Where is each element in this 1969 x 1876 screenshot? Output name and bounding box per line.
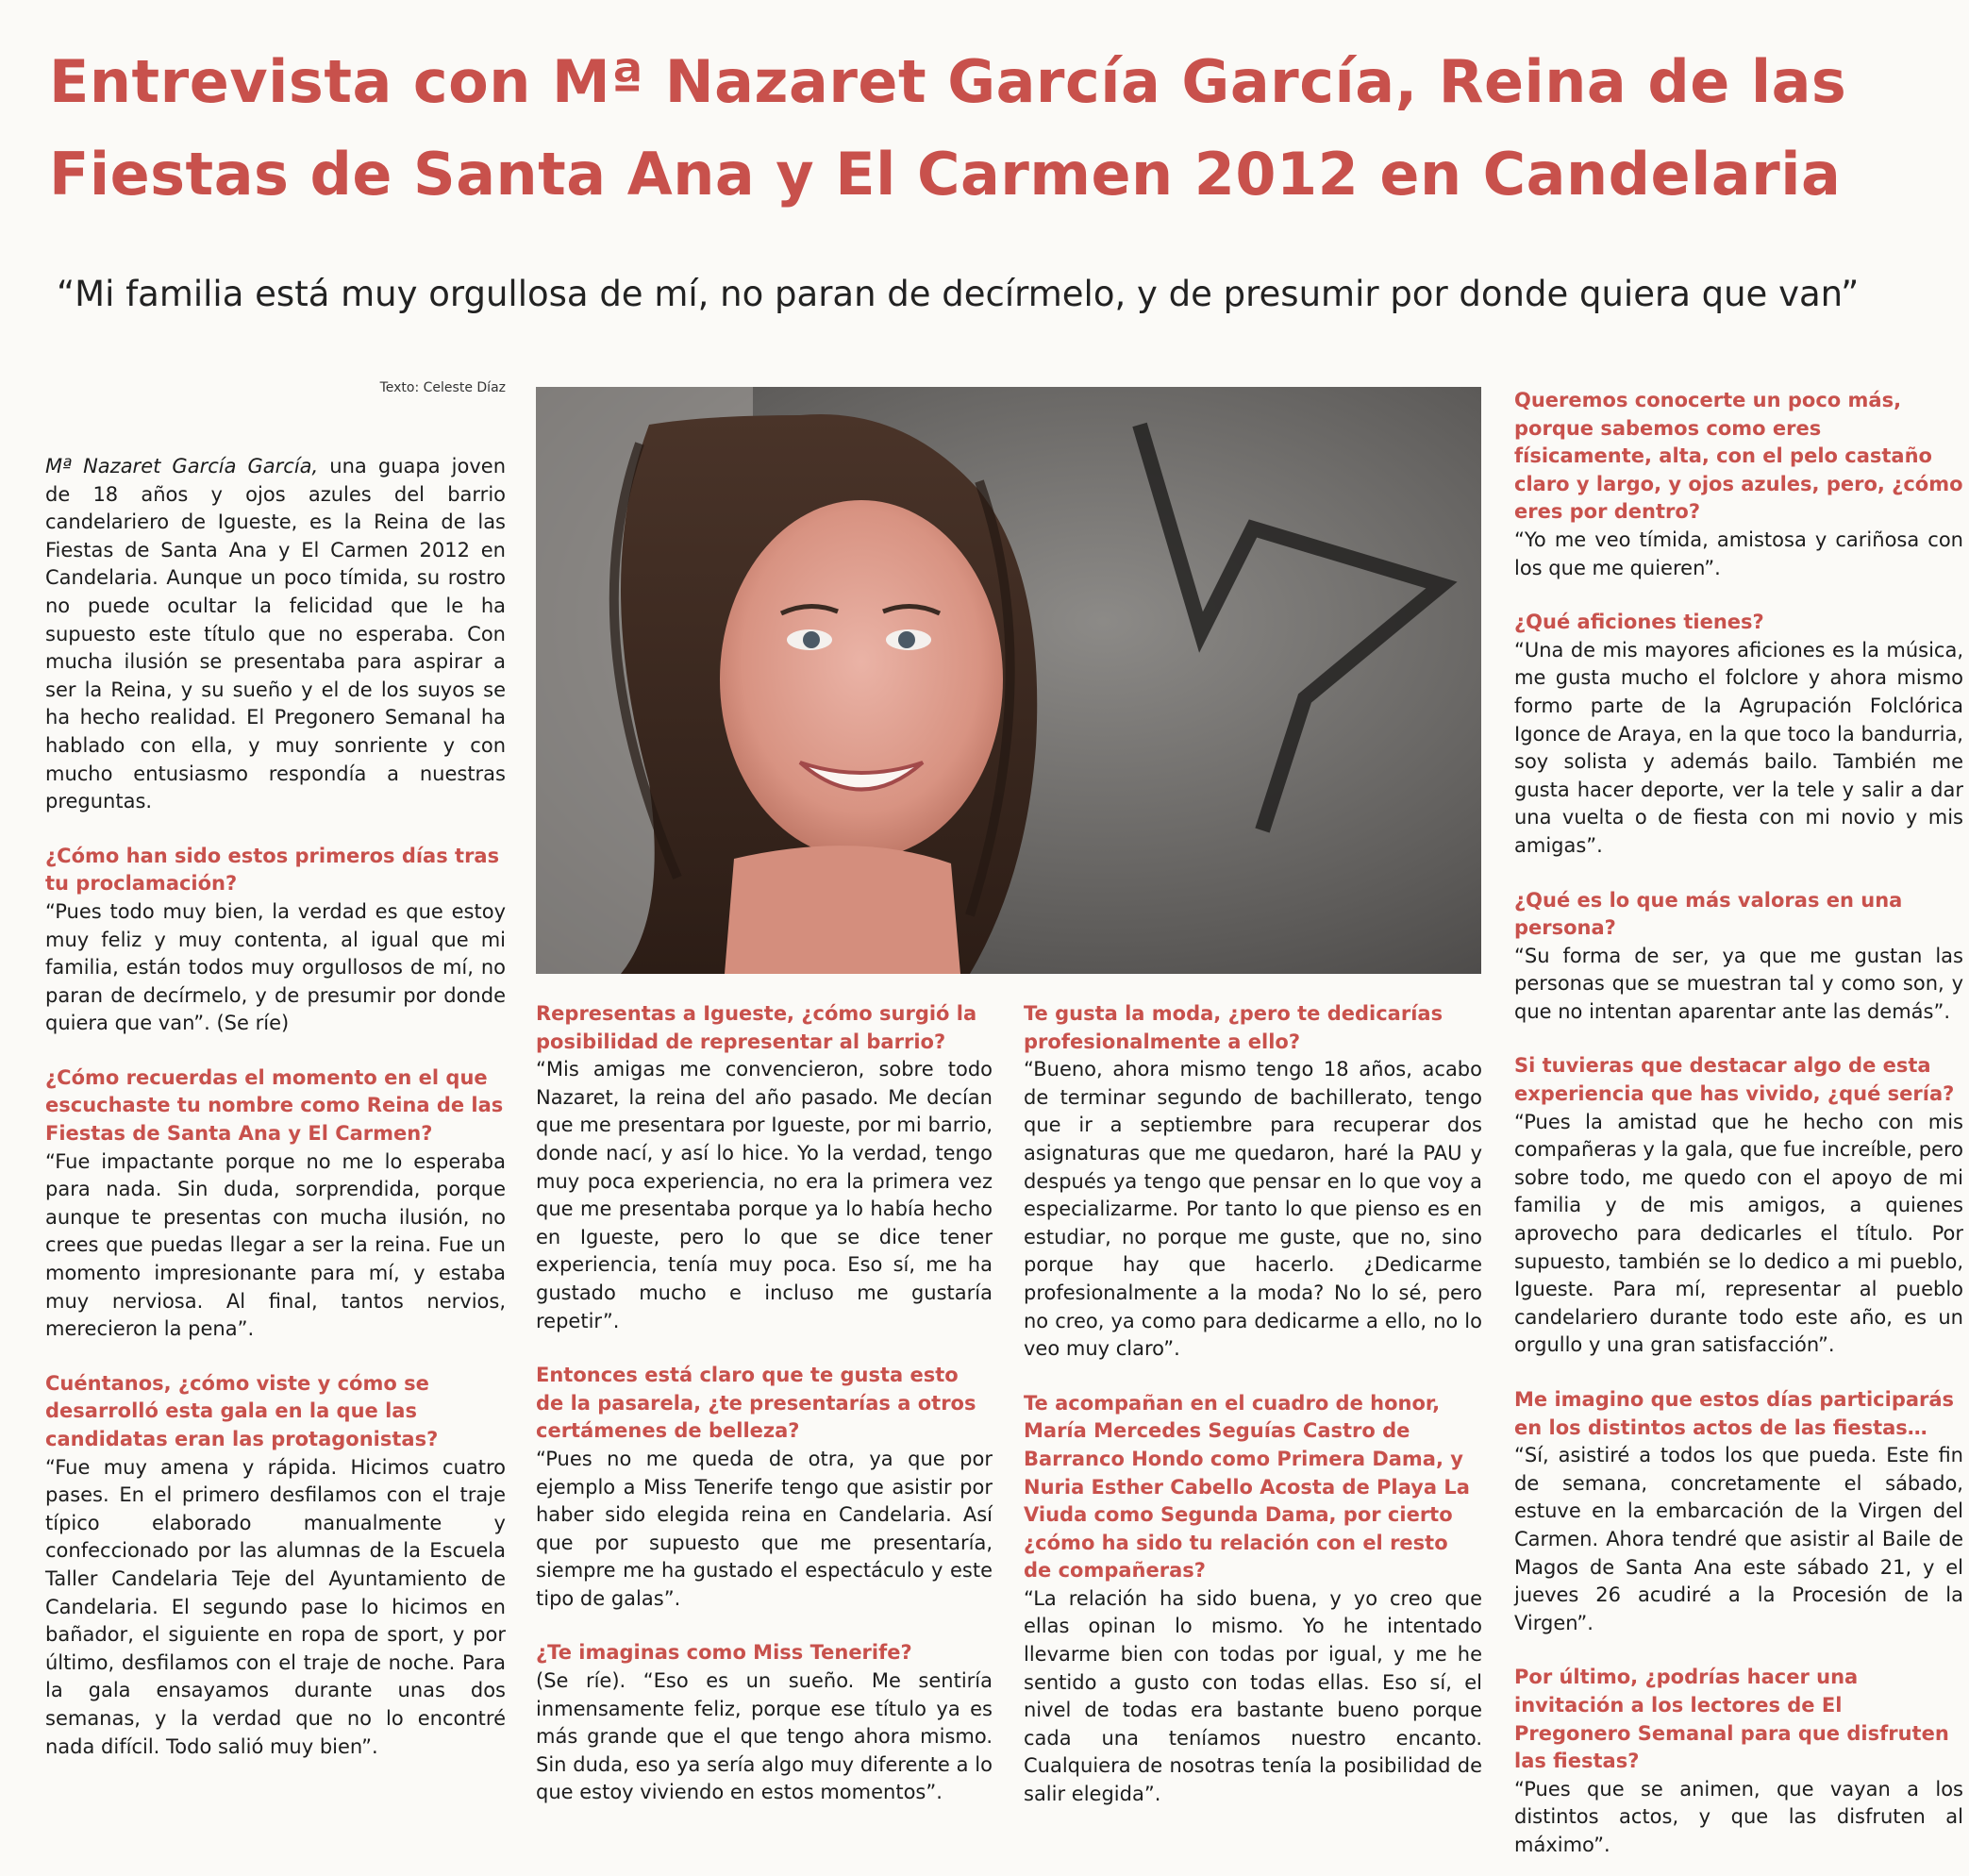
question: Me imagino que estos días participarás en los distintos actos de las fiestas… [1514, 1388, 1955, 1439]
question: Representas a Igueste, ¿cómo surgió la posibilidad de representar al barrio? [536, 1002, 977, 1053]
answer: “Bueno, ahora mismo tengo 18 años, acabo de terminar segundo de bachillerato, tengo que ir a septiembre para recuperar dos asignaturas que me quedaron, haré la PAU y después ya tengo que pensar en lo que voy a especializarme. Por tanto lo que pienso es en estudiar, no porque me guste, que no, sino porque hay que hacerlo. ¿Dedicarme profesionalmente a la moda? No lo sé, pero no creo, ya como para dedicarme a ello, no lo veo muy claro”. [1024, 1058, 1482, 1361]
answer: “Fue muy amena y rápida. Hicimos cuatro pases. En el primero desfilamos con el traje típico elaborado manualmente y confeccionado por las alumnas de la Escuela Taller Candelaria Teje del Ayuntamiento de Candelaria. El segundo pase lo hicimos en bañador, el siguiente en ropa de sport, y por último, desfilamos con el traje de noche. Para la gala ensayamos durante unas dos semanas, y la verdad que no lo encontré nada difícil. Todo salió muy bien”. [45, 1455, 506, 1758]
article-title [49, 36, 1964, 221]
question: Te acompañan en el cuadro de honor, María Mercedes Seguías Castro de Barranco Hondo como Primera Dama, y Nuria Esther Cabello Acosta de Playa La Viuda como Segunda Dama, por cierto ¿cómo ha sido tu relación con el resto de compañeras? [1024, 1391, 1470, 1583]
intro-paragraph [45, 453, 506, 816]
column-1 [45, 453, 506, 1761]
answer: “La relación ha sido buena, y yo creo que ellas opinan lo mismo. Yo he intentado llevarme bien con todas por igual, y me he sentido a gusto con todas ellas. Eso sí, el nivel de todas era bastante bueno porque cada una teníamos nuestro encanto. Cualquiera de nosotras tenía la posibilidad de salir elegida”. [1024, 1586, 1482, 1806]
answer: “Fue impactante porque no me lo esperaba para nada. Sin duda, sorprendida, porque aunque te presentas con mucha ilusión, no crees que puedas llegar a ser la reina. Fue un momento impresionante para mí, y estaba muy nerviosa. Al final, tantos nervios, merecieron la pena”. [45, 1149, 506, 1341]
column-2 [536, 1000, 993, 1807]
title-line-2: Fiestas de Santa Ana y El Carmen 2012 en Candelaria [49, 140, 1842, 209]
answer: “Pues la amistad que he hecho con mis compañeras y la gala, que fue increíble, pero sobre todo, me quedo con el apoyo de mi familia y de mis amigos, a quienes aprovecho para dedicarles el título. Por supuesto, también se lo dedico a mi pueblo, Igueste. Para mí, representar al pueblo candelariero durante todo este año, es un orgullo y una gran satisfacción”. [1514, 1110, 1963, 1357]
answer: “Pues todo muy bien, la verdad es que estoy muy feliz y muy contenta, al igual que mi familia, están todos muy orgullosos de mí, no paran de decírmelo, y de presumir por donde quiera que van”. (Se ríe) [45, 899, 506, 1035]
question: Si tuvieras que destacar algo de esta experiencia que has vivido, ¿qué sería? [1514, 1054, 1955, 1106]
answer: “Pues no me queda de otra, ya que por ejemplo a Miss Tenerife tengo que asistir por haber sido elegida reina en Candelaria. Así que por supuesto que me presentaría, siempre me ha gustado el espectáculo y este tipo de galas”. [536, 1447, 993, 1610]
question: Entonces está claro que te gusta esto de la pasarela, ¿te presentarías a otros certámenes de belleza? [536, 1364, 976, 1443]
answer: “Pues que se animen, que vayan a los distintos actos, y que las disfruten al máximo”. [1514, 1777, 1963, 1856]
portrait-photo [536, 387, 1481, 974]
answer: “Sí, asistiré a todos los que pueda. Este fin de semana, concretamente el sábado, estuve en la embarcación de la Virgen del Carmen. Ahora tendré que asistir al Baile de Magos de Santa Ana este sábado 21, y el jueves 26 acudiré a la Procesión de la Virgen”. [1514, 1444, 1963, 1634]
question: ¿Cómo han sido estos primeros días tras tu proclamación? [45, 844, 500, 896]
article-subtitle-quote: “Mi familia está muy orgullosa de mí, no paran de decírmelo, y de presumir por donde quiera que van” [57, 274, 1860, 314]
answer: “Mis amigas me convencieron, sobre todo Nazaret, la reina del año pasado. Me decían que me presentara por Igueste, por mi barrio, donde nací, y así lo hice. Yo la verdad, tengo muy poca experiencia, no era la primera vez que me presentaba porque ya lo había hecho en Igueste, pero lo que se dice tener experiencia, tenía muy poca. Eso sí, me ha gustado mucho e incluso me gustaría repetir”. [536, 1058, 993, 1332]
intro-text: una guapa joven de 18 años y ojos azules del barrio candelariero de Igueste, es la Reina de las Fiestas de Santa Ana y El Carmen 2012 en Candelaria. Aunque un poco tímida, su rostro no puede ocultar la felicidad que le ha supuesto este título que no esperaba. Con mucha ilusión se presentaba para aspirar a ser la Reina, y su sueño y el de los suyos se ha hecho realidad. El Pregonero Semanal ha hablado con ella, y muy sonriente y con mucho entusiasmo respondía a nuestras preguntas. [45, 455, 506, 813]
answer: “Su forma de ser, ya que me gustan las personas que se muestran tal y como son, y que no intentan aparentar ante las demás”. [1514, 944, 1963, 1023]
answer: “Yo me veo tímida, amistosa y cariñosa con los que me quieren”. [1514, 528, 1963, 579]
question: Por último, ¿podrías hacer una invitación a los lectores de El Pregonero Semanal para que disfruten las fiestas? [1514, 1666, 1949, 1773]
question: ¿Te imaginas como Miss Tenerife? [536, 1641, 912, 1665]
answer: (Se ríe). “Eso es un sueño. Me sentiría inmensamente feliz, porque ese título ya es más grande que el que tengo ahora mismo. Sin duda, eso ya sería algo muy diferente a lo que estoy viviendo en estos momentos”. [536, 1669, 993, 1804]
title-line-1: Entrevista con Mª Nazaret García García, Reina de las [49, 47, 1847, 116]
question: Queremos conocerte un poco más, porque sabemos como eres físicamente, alta, con el pelo castaño claro y largo, y ojos azules, pero, ¿cómo eres por dentro? [1514, 389, 1963, 524]
column-3 [1024, 1000, 1482, 1809]
answer: “Una de mis mayores aficiones es la música, me gusta mucho el folclore y ahora mismo formo parte de la Agrupación Folclórica Igonce de Araya, en la que toco la bandurria, soy solista y además bailo. También me gusta hacer deporte, ver la tele y salir a dar una vuelta o de fiesta con mi novio y mis amigas”. [1514, 638, 1963, 857]
question: Te gusta la moda, ¿pero te dedicarías profesionalmente a ello? [1024, 1002, 1443, 1053]
question: Cuéntanos, ¿cómo viste y cómo se desarrolló esta gala en la que las candidatas eran las protagonistas? [45, 1371, 439, 1450]
question: ¿Qué aficiones tienes? [1514, 611, 1764, 634]
question: ¿Cómo recuerdas el momento en el que escuchaste tu nombre como Reina de las Fiestas de Santa Ana y El Carmen? [45, 1065, 504, 1146]
author-credit: Texto: Celeste Díaz [379, 380, 506, 395]
column-4 [1514, 387, 1963, 1860]
interviewee-name: Mª Nazaret García García, [45, 455, 319, 477]
question: ¿Qué es lo que más valoras en una persona? [1514, 888, 1903, 940]
